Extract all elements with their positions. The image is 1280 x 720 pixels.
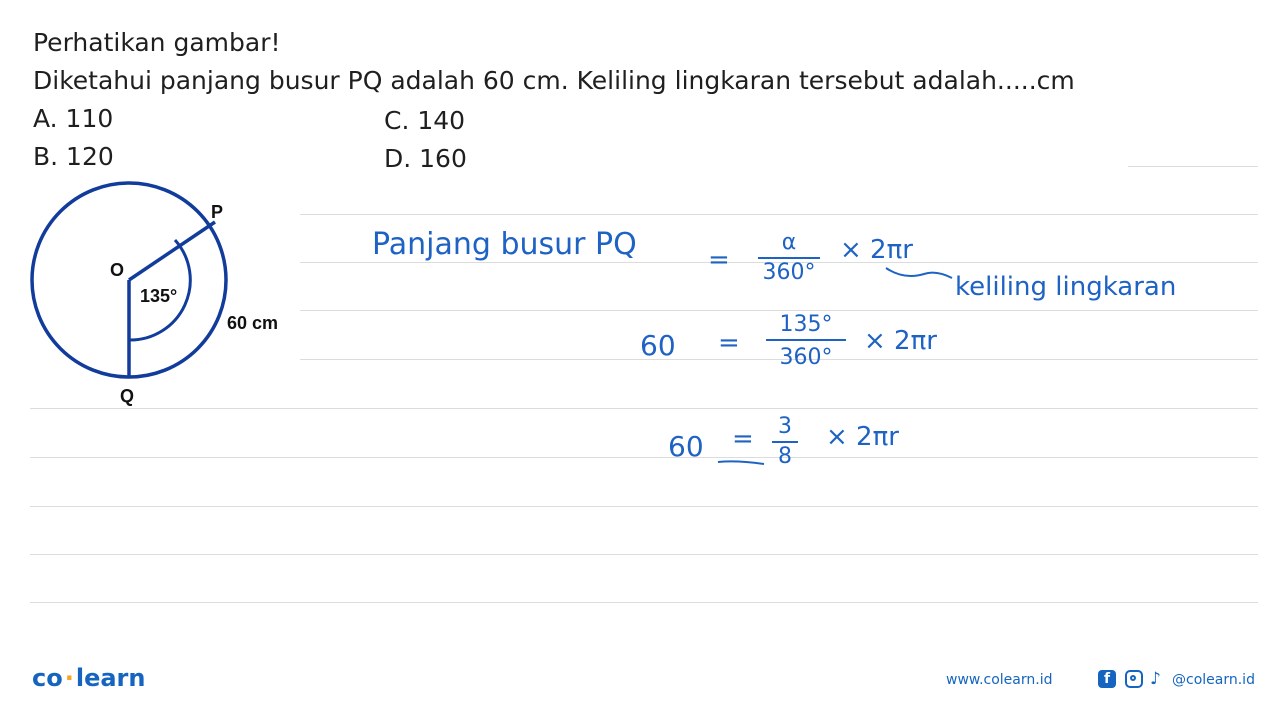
fraction-denominator: 360° <box>762 260 816 285</box>
brand-logo-left: co <box>32 664 63 692</box>
solution-line2-left: 60 <box>640 329 676 362</box>
solution-line2-eq: = <box>718 328 740 358</box>
fraction-denominator: 360° <box>779 345 833 370</box>
fraction-numerator: α <box>781 230 797 255</box>
fraction-bar <box>766 339 846 341</box>
ruled-line <box>300 214 1258 215</box>
brand-logo-right: learn <box>75 664 146 692</box>
solution-line3-left: 60 <box>668 430 704 463</box>
ruled-line <box>1128 166 1258 167</box>
question-intro: Perhatikan gambar! <box>33 28 281 57</box>
solution-line3-fraction <box>772 416 798 468</box>
social-handle[interactable]: @colearn.id <box>1172 672 1255 688</box>
ruled-line <box>30 457 1258 458</box>
ruled-line <box>30 554 1258 555</box>
option-c: C. 140 <box>384 106 466 135</box>
brand-logo <box>32 664 145 692</box>
facebook-icon[interactable]: f <box>1098 670 1116 688</box>
question-text: Diketahui panjang busur PQ adalah 60 cm. Keliling lingkaran tersebut adalah.....cm <box>33 66 1075 95</box>
website-link[interactable]: www.colearn.id <box>946 672 1053 688</box>
label-q: Q <box>120 386 135 406</box>
underline-curve <box>884 262 954 286</box>
ruled-line <box>300 310 1258 311</box>
solution-line2-fraction <box>766 314 846 369</box>
arc-length-label: 60 cm <box>227 313 279 333</box>
ruled-line <box>30 506 1258 507</box>
solution-line1-left: Panjang busur PQ <box>372 227 637 262</box>
solution-line3-eq: = <box>732 424 754 454</box>
label-o: O <box>110 260 125 280</box>
radius-op <box>129 222 215 280</box>
brand-logo-dot: · <box>64 664 74 692</box>
label-p: P <box>211 202 224 222</box>
fraction-numerator: 3 <box>778 414 792 439</box>
underline-stroke <box>716 458 766 468</box>
fraction-bar <box>758 257 820 259</box>
fraction-denominator: 8 <box>778 444 792 469</box>
solution-line2-times: × 2πr <box>864 326 937 356</box>
option-d: D. 160 <box>384 144 467 173</box>
option-a: A. 110 <box>33 104 114 133</box>
circle-figure <box>0 176 300 416</box>
angle-label: 135° <box>140 286 178 306</box>
option-b: B. 120 <box>33 142 114 171</box>
tiktok-icon[interactable]: ♪ <box>1150 669 1161 689</box>
solution-line3-times: × 2πr <box>826 422 899 452</box>
fraction-bar <box>772 441 798 443</box>
solution-line1-eq: = <box>708 245 730 275</box>
instagram-icon[interactable] <box>1125 670 1143 688</box>
solution-line1-fraction <box>758 232 820 284</box>
ruled-line <box>30 602 1258 603</box>
fraction-numerator: 135° <box>779 312 833 337</box>
solution-line1-note: keliling lingkaran <box>955 272 1177 302</box>
solution-line1-times: × 2πr <box>840 235 913 265</box>
